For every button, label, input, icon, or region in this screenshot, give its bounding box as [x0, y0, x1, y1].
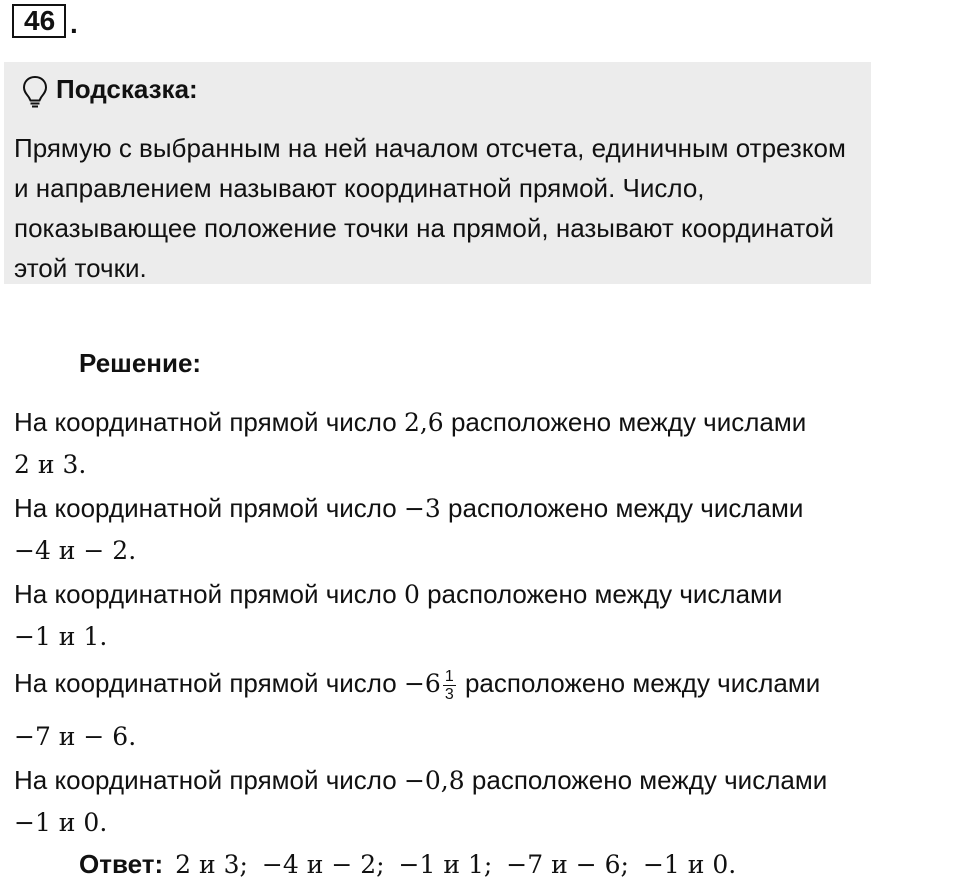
- solution-line-between: 2 и 3.: [14, 450, 87, 479]
- problem-number-dot: .: [70, 8, 78, 39]
- solution-line-between: −1 и 0.: [14, 808, 108, 837]
- solution-line: На координатной прямой число −6 $\frac{1}{3}$ расположено между числами: [14, 667, 821, 703]
- answer-item: 2 и 3;: [175, 850, 248, 879]
- answer-item: −7 и − 6;: [506, 850, 629, 879]
- answer-item: −1 и 1;: [398, 850, 493, 879]
- solution-line: На координатной прямой число −3 расположено между числами: [14, 493, 804, 523]
- hint-title: Подсказка:: [56, 74, 198, 104]
- solution-line: На координатной прямой число 2,6 расположено между числами: [14, 407, 807, 437]
- fraction: $\frac{1}{3}$: [444, 667, 454, 703]
- solution-line: На координатной прямой число 0 расположено между числами: [14, 579, 783, 609]
- problem-number: 46: [24, 5, 56, 36]
- answer-label: Ответ:: [79, 849, 164, 879]
- problem-number-box: [12, 4, 66, 38]
- solution-line-between: −7 и − 6.: [14, 722, 137, 751]
- solution-title: Решение:: [79, 348, 202, 378]
- answer-line: [79, 846, 750, 883]
- hint-text: Прямую с выбранным на ней началом отсчета, единичным отрезком и направлением называют координатной прямой. Число, показывающее положение точки на прямой, называют координатой этой точки.: [14, 133, 846, 283]
- answer-item: −1 и 0.: [642, 850, 737, 879]
- lightbulb-icon: [22, 75, 48, 109]
- answer-item: −4 и − 2;: [261, 850, 385, 879]
- hint-panel: [4, 62, 871, 284]
- solution-line-between: −4 и − 2.: [14, 536, 137, 565]
- solution-line: На координатной прямой число −0,8 расположено между числами: [14, 765, 828, 795]
- solution-line-between: −1 и 1.: [14, 622, 108, 651]
